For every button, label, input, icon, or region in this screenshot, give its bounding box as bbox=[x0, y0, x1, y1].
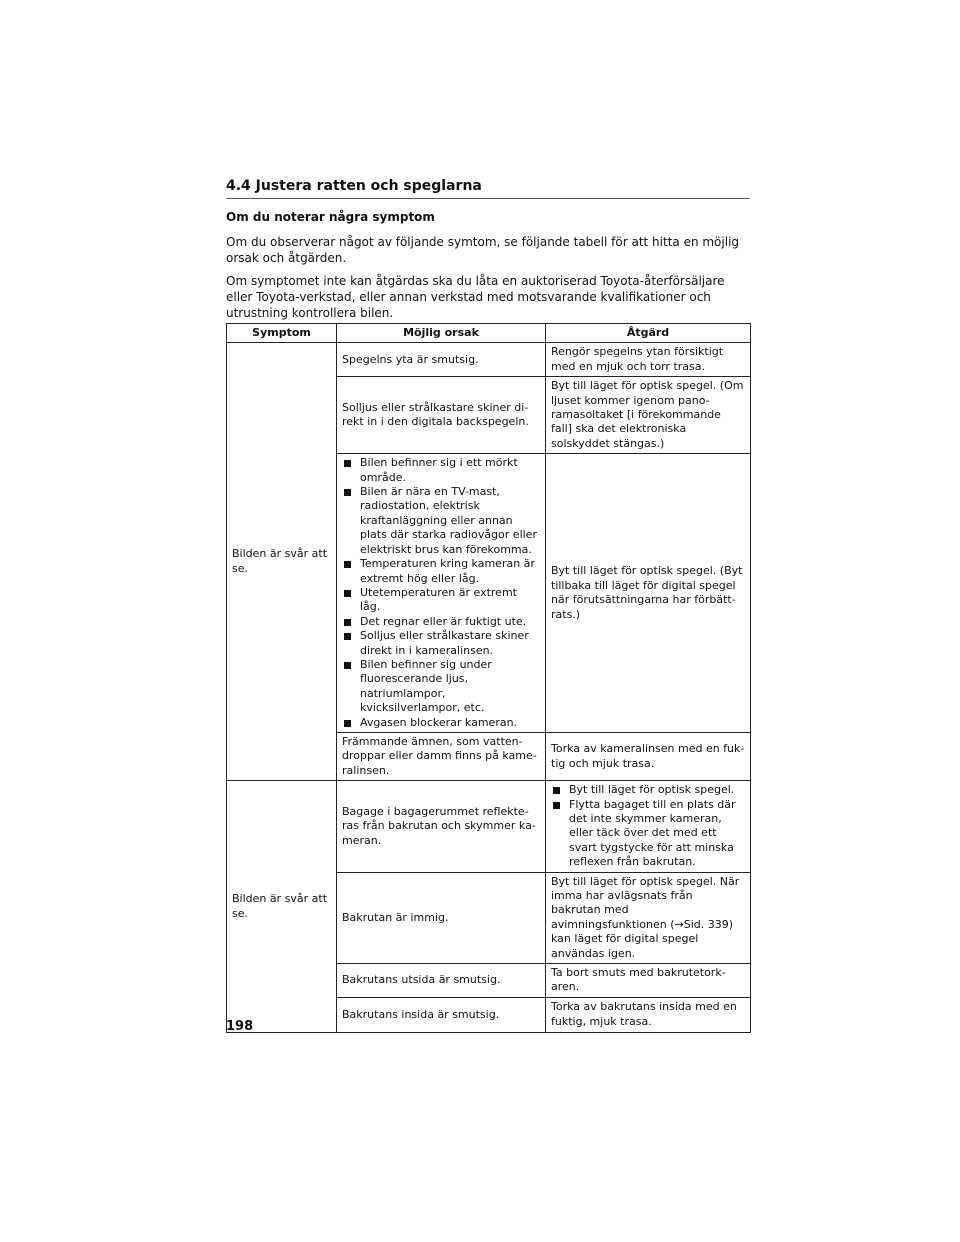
list-item: Avgasen blockerar kameran. bbox=[342, 716, 540, 730]
list-item: Bilen är nära en TV-mast, radiostation, elektrisk kraftanläggning eller annan plats där starka radiovågor eller elektriskt brus kan förekomma. bbox=[342, 485, 540, 557]
cause-cell: Bagage i bagagerummet reflekte-ras från bakrutan och skymmer ka-meran. bbox=[337, 781, 546, 872]
page-number: 198 bbox=[226, 1019, 254, 1034]
table-row bbox=[227, 781, 751, 872]
action-bullet-list bbox=[551, 783, 745, 869]
action-cell bbox=[546, 781, 751, 872]
header-cause: Möjlig orsak bbox=[337, 324, 546, 343]
list-item: Byt till läget för optisk spegel. bbox=[551, 783, 745, 797]
table-header-row bbox=[227, 324, 751, 343]
subheading: Om du noterar några symptom bbox=[226, 210, 435, 224]
action-cell: Ta bort smuts med bakrutetork-aren. bbox=[546, 964, 751, 998]
action-cell: Rengör spegelns ytan försiktigt med en mjuk och torr trasa. bbox=[546, 343, 751, 377]
list-item: Flytta bagaget till en plats där det inte skymmer kameran, eller täck över det med ett svart tygstycke för att minska reflexen från bakrutan. bbox=[551, 798, 745, 870]
header-symptom: Symptom bbox=[227, 324, 337, 343]
list-item: Utetemperaturen är extremt låg. bbox=[342, 586, 540, 615]
symptom-cell: Bilden är svår att se. bbox=[227, 343, 337, 781]
cause-cell: Solljus eller strålkastare skiner di-rekt in i den digitala backspegeln. bbox=[337, 377, 546, 454]
cause-cell bbox=[337, 454, 546, 733]
intro-paragraph-2: Om symptomet inte kan åtgärdas ska du låta en auktoriserad Toyota-återförsäljare eller Toyota-verkstad, eller annan verkstad med motsvarande kvalifikationer och utrustning kontrollera bilen. bbox=[226, 274, 725, 320]
list-item: Bilen befinner sig under fluorescerande ljus, natriumlampor, kvicksilverlampor, etc. bbox=[342, 658, 540, 716]
symptom-cell: Bilden är svår att se. bbox=[227, 781, 337, 1033]
list-item: Det regnar eller är fuktigt ute. bbox=[342, 615, 540, 629]
header-action: Åtgärd bbox=[546, 324, 751, 343]
action-cell: Byt till läget för optisk spegel. (Byt tillbaka till läget för digital spegel när förutsättningarna har förbätt-rats.) bbox=[546, 454, 751, 733]
list-item: Bilen befinner sig i ett mörkt område. bbox=[342, 456, 540, 485]
cause-cell: Bakrutan är immig. bbox=[337, 872, 546, 963]
action-cell: Byt till läget för optisk spegel. När imma har avlägsnats från bakrutan med avimningsfunktionen (→Sid. 339) kan läget för digital spegel användas igen. bbox=[546, 872, 751, 963]
action-cell: Byt till läget för optisk spegel. (Om ljuset kommer igenom pano-ramasoltaket [i förekommande fall] ska det elektroniska solskyddet stängas.) bbox=[546, 377, 751, 454]
action-cell: Torka av bakrutans insida med en fuktig, mjuk trasa. bbox=[546, 997, 751, 1032]
list-item: Solljus eller strålkastare skiner direkt in i kameralinsen. bbox=[342, 629, 540, 658]
action-cell: Torka av kameralinsen med en fuk-tig och mjuk trasa. bbox=[546, 732, 751, 780]
list-item: Temperaturen kring kameran är extremt hög eller låg. bbox=[342, 557, 540, 586]
table-row bbox=[227, 343, 751, 377]
cause-bullet-list bbox=[342, 456, 540, 730]
section-title: 4.4 Justera ratten och speglarna bbox=[226, 178, 750, 199]
symptom-table bbox=[226, 323, 751, 1033]
cause-cell: Främmande ämnen, som vatten-droppar eller damm finns på kame-ralinsen. bbox=[337, 732, 546, 780]
cause-cell: Bakrutans utsida är smutsig. bbox=[337, 964, 546, 998]
cause-cell: Bakrutans insida är smutsig. bbox=[337, 997, 546, 1032]
intro-paragraph-1: Om du observerar något av följande symtom, se följande tabell för att hitta en möjlig orsak och åtgärden. bbox=[226, 235, 740, 265]
cause-cell: Spegelns yta är smutsig. bbox=[337, 343, 546, 377]
